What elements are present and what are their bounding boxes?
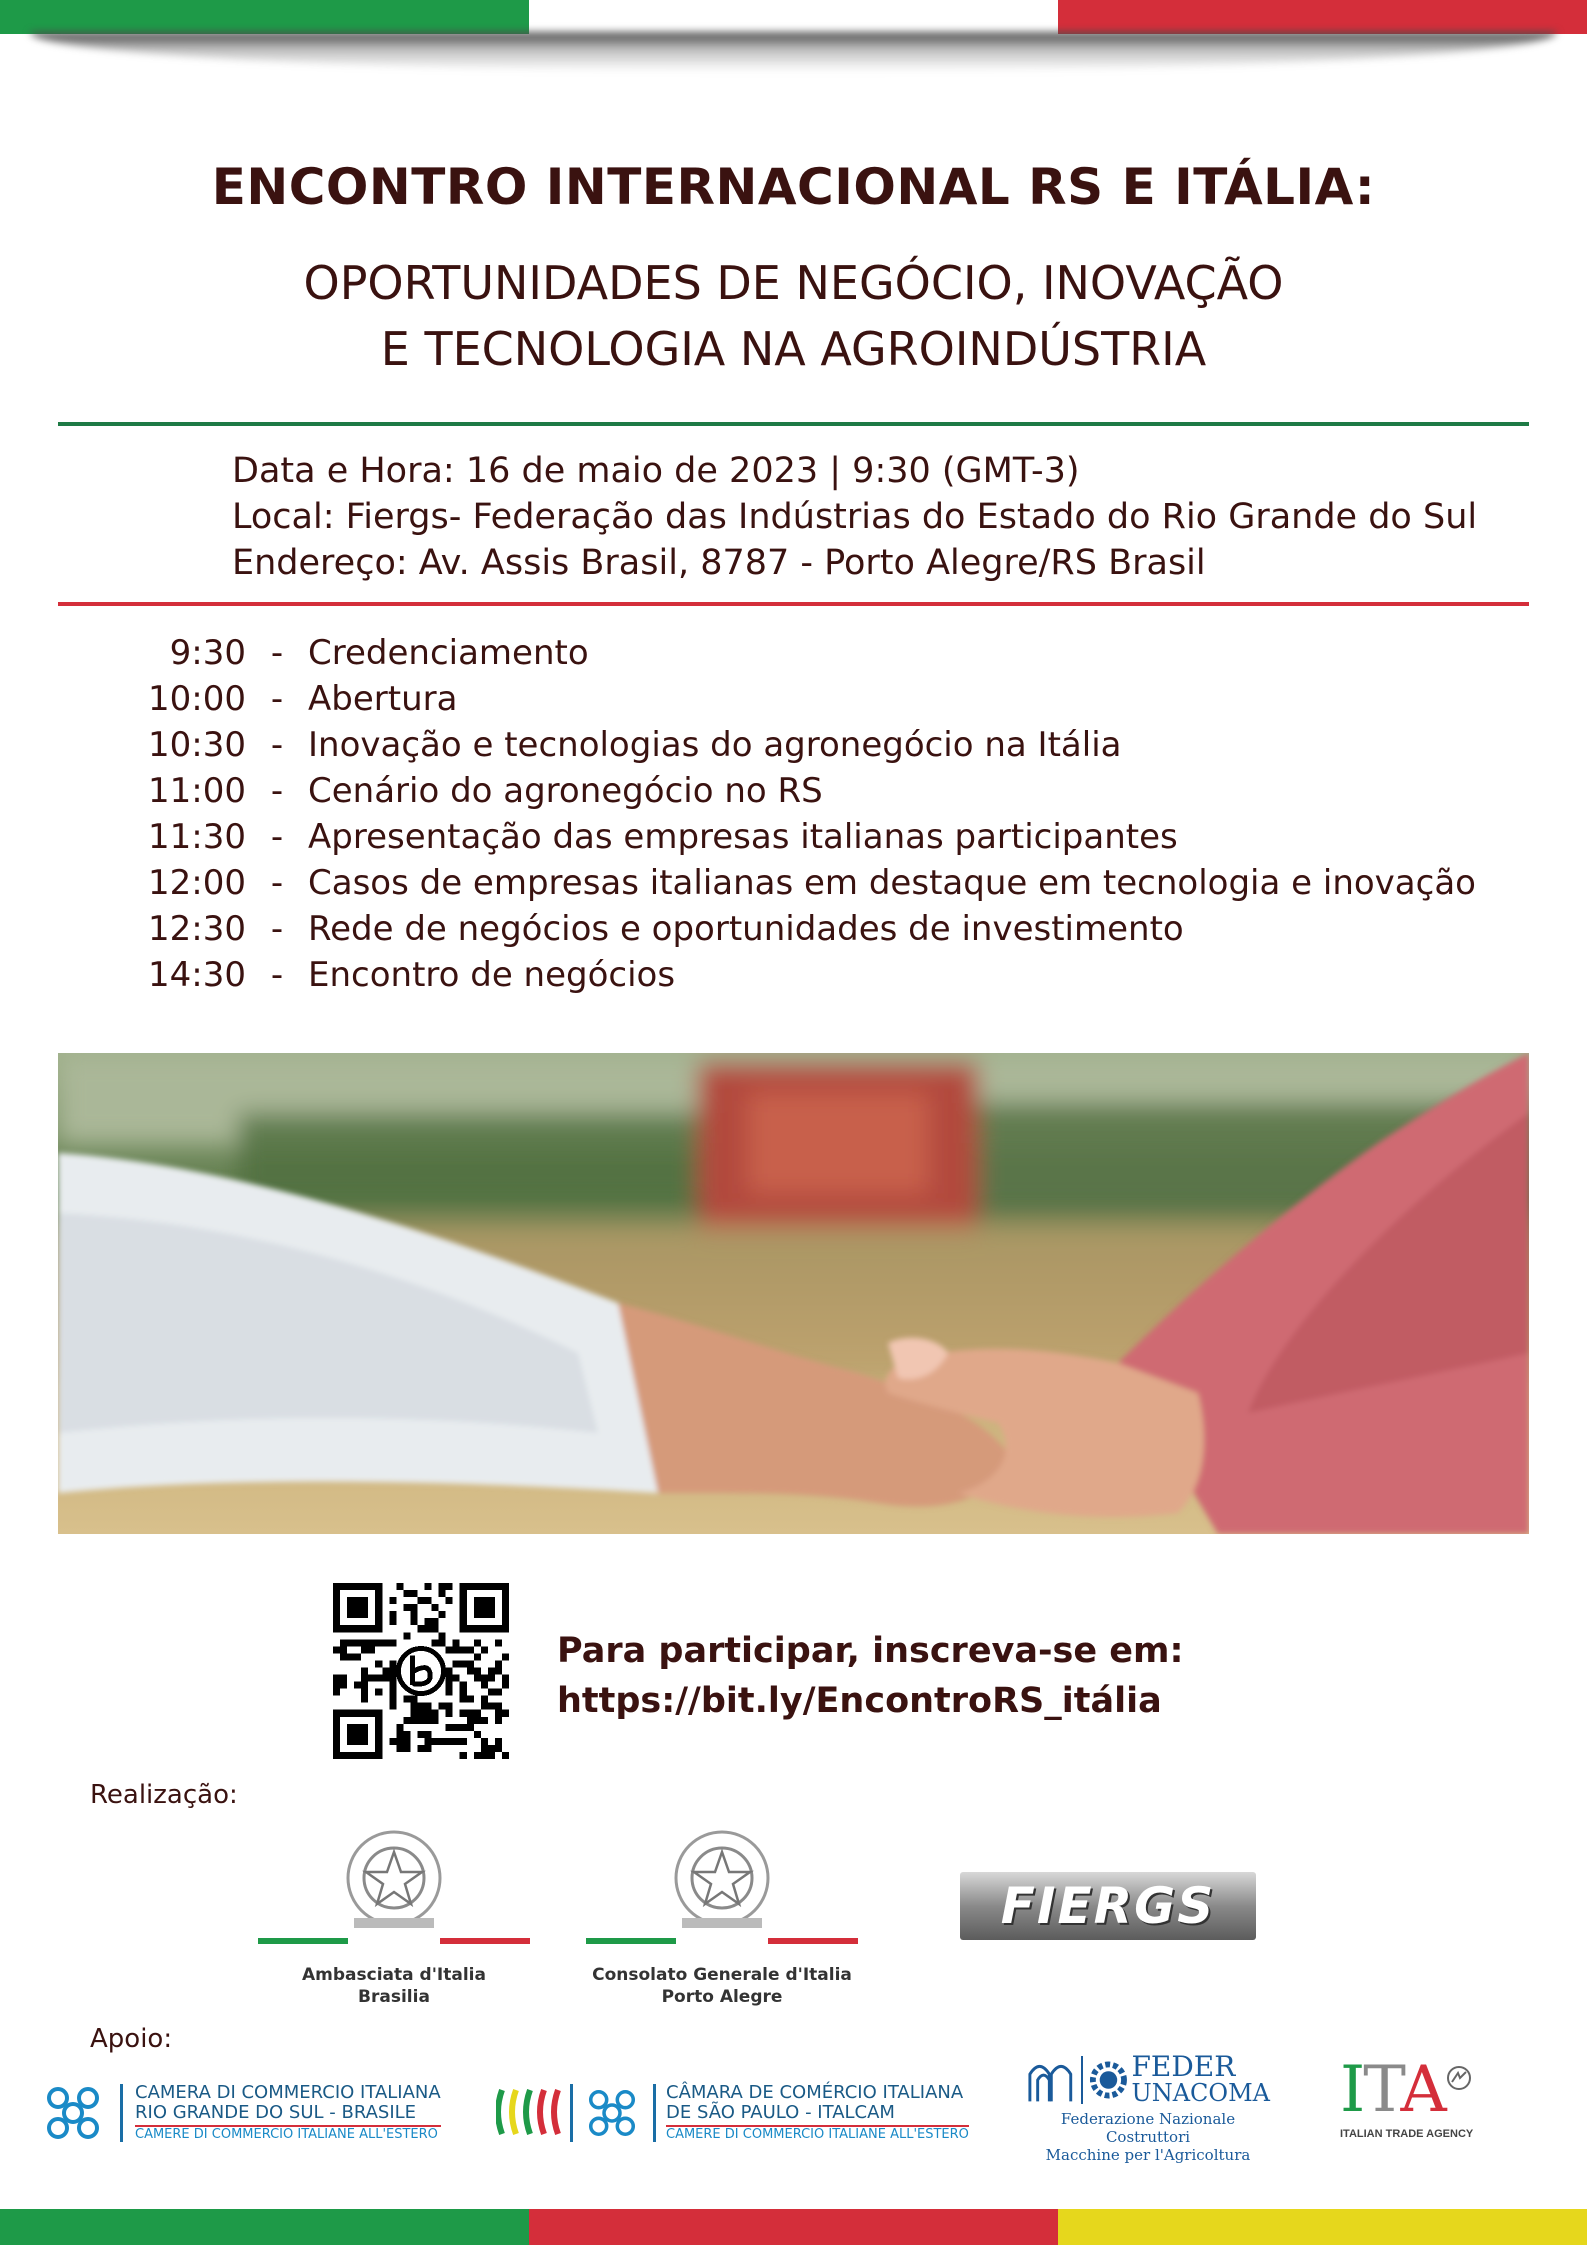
schedule-row: [140, 952, 1476, 998]
green-divider: [58, 422, 1529, 426]
italcam-line-1: CÂMARA DE COMÉRCIO ITALIANA: [666, 2082, 964, 2103]
schedule-dash: -: [270, 771, 284, 811]
italcam-logo: [570, 2078, 990, 2148]
embassy-line-1: Ambasciata d'Italia: [302, 1965, 486, 1985]
flag-stripes-icon: [496, 2086, 562, 2142]
schedule-time: 9:30: [169, 633, 246, 673]
event-info: [232, 448, 1477, 586]
subtitle: [0, 250, 1587, 382]
top-flag-band: [0, 0, 1587, 34]
red-divider: [58, 602, 1529, 606]
schedule-item: Abertura: [308, 679, 458, 719]
republic-emblem-icon: [586, 1828, 858, 1950]
consulate-line-1: Consolato Generale d'Italia: [592, 1965, 852, 1985]
ita-logo-text: ITA: [1340, 2053, 1445, 2127]
chamber-swirl-icon: [581, 2082, 643, 2144]
schedule-row: [140, 906, 1476, 952]
italcam-line-3: CAMERE DI COMMERCIO ITALIANE ALL'ESTERO: [666, 2127, 969, 2142]
consulate-line-2: Porto Alegre: [661, 1987, 783, 2007]
ita-mark-icon: [1445, 2064, 1473, 2092]
schedule-row: [140, 768, 1476, 814]
ccirs-logo: [38, 2078, 478, 2148]
fiergs-logo: [960, 1872, 1256, 1940]
ccirs-line-2: RIO GRANDE DO SUL - BRASILE: [135, 2103, 441, 2127]
ccirs-line-3: CAMERE DI COMMERCIO ITALIANE ALL'ESTERO: [135, 2127, 438, 2142]
subtitle-line-2: E TECNOLOGIA NA AGROINDÚSTRIA: [380, 322, 1207, 376]
federunacoma-logo: [1026, 2050, 1270, 2164]
schedule-time: 10:00: [148, 679, 246, 719]
realizacao-label: Realização:: [90, 1780, 238, 1810]
republic-emblem-icon: [258, 1828, 530, 1950]
chamber-swirl-icon: [38, 2078, 108, 2148]
ita-caption: ITALIAN TRADE AGENCY: [1340, 2128, 1474, 2140]
apoio-label: Apoio:: [90, 2024, 173, 2054]
subtitle-line-1: OPORTUNIDADES DE NEGÓCIO, INOVAÇÃO: [303, 256, 1284, 310]
schedule-dash: -: [270, 633, 284, 673]
handshake-photo: [58, 1053, 1529, 1534]
schedule-row: [140, 676, 1476, 722]
schedule-time: 10:30: [148, 725, 246, 765]
embassy-line-2: Brasilia: [358, 1987, 430, 2007]
registration-link[interactable]: https://bit.ly/EncontroRS_itália: [557, 1681, 1162, 1721]
schedule-time: 12:00: [148, 863, 246, 903]
schedule-list: [140, 630, 1476, 998]
schedule-item: Casos de empresas italianas em destaque em tecnologia e inovação: [308, 863, 1476, 903]
qr-code-graphic: [333, 1583, 509, 1759]
event-address: Endereço: Av. Assis Brasil, 8787 - Porto Alegre/RS Brasil: [232, 543, 1206, 583]
schedule-time: 12:30: [148, 909, 246, 949]
feder-line-3: Federazione Nazionale Costruttori: [1060, 2110, 1236, 2146]
schedule-dash: -: [270, 863, 284, 903]
schedule-time: 11:00: [148, 771, 246, 811]
schedule-dash: -: [270, 725, 284, 765]
qr-code-icon[interactable]: [333, 1583, 509, 1759]
ita-logo: [1340, 2053, 1500, 2148]
feder-line-2: UNACOMA: [1131, 2079, 1270, 2107]
feder-line-1: FEDER: [1131, 2050, 1236, 2083]
schedule-item: Apresentação das empresas italianas participantes: [308, 817, 1178, 857]
schedule-item: Encontro de negócios: [308, 955, 676, 995]
schedule-time: 11:30: [148, 817, 246, 857]
feder-line-4: Macchine per l'Agricoltura: [1045, 2146, 1251, 2164]
schedule-dash: -: [270, 817, 284, 857]
schedule-item: Credenciamento: [308, 633, 589, 673]
schedule-item: Rede de negócios e oportunidades de investimento: [308, 909, 1184, 949]
schedule-dash: -: [270, 909, 284, 949]
event-venue: Local: Fiergs- Federação das Indústrias do Estado do Rio Grande do Sul: [232, 497, 1478, 537]
schedule-row: [140, 722, 1476, 768]
schedule-dash: -: [270, 679, 284, 719]
main-title: ENCONTRO INTERNACIONAL RS E ITÁLIA:: [211, 158, 1376, 216]
schedule-item: Inovação e tecnologias do agronegócio na Itália: [308, 725, 1122, 765]
consulate-logo: [586, 1828, 858, 2008]
confindustria-icon: [1026, 2054, 1075, 2106]
cta-text: Para participar, inscreva-se em:: [557, 1631, 1184, 1671]
event-date: Data e Hora: 16 de maio de 2023 | 9:30 (GMT-3): [232, 451, 1080, 491]
schedule-item: Cenário do agronegócio no RS: [308, 771, 823, 811]
registration-cta: [557, 1626, 1183, 1726]
embassy-logo: [258, 1828, 530, 2008]
schedule-time: 14:30: [148, 955, 246, 995]
schedule-dash: -: [270, 955, 284, 995]
italcam-line-2: DE SÃO PAULO - ITALCAM: [666, 2103, 969, 2127]
schedule-row: [140, 860, 1476, 906]
gear-icon: [1089, 2060, 1128, 2100]
handshake-illustration: [58, 1053, 1529, 1534]
schedule-row: [140, 814, 1476, 860]
ccirs-line-1: CAMERA DI COMMERCIO ITALIANA: [135, 2082, 441, 2103]
top-shadow: [30, 32, 1557, 72]
schedule-row: [140, 630, 1476, 676]
bottom-flag-band: [0, 2209, 1587, 2245]
fiergs-logo-text: FIERGS: [1000, 1877, 1216, 1935]
